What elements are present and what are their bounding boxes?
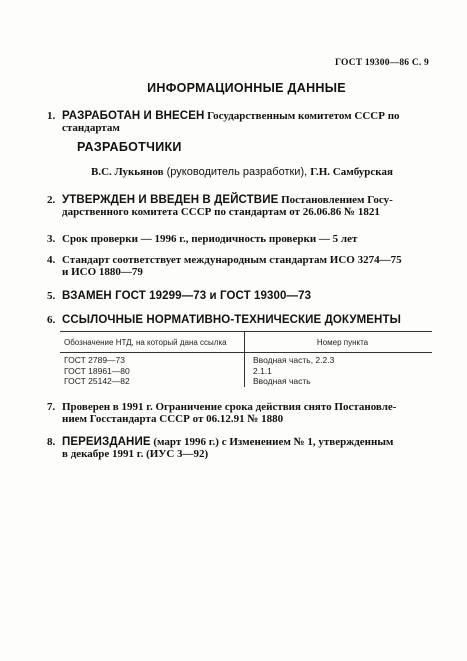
table-doc-column [60,353,244,387]
item-number: 1. [47,110,56,122]
item-number: 7. [47,401,56,413]
item-text: нием Госстандарта СССР от 06.12.91 № 1880 [62,413,284,425]
developer-name: Г.Н. Самбурская [310,166,393,178]
item-caps: ССЫЛОЧНЫЕ НОРМАТИВНО-ТЕХНИЧЕСКИЕ ДОКУМЕНТЫ [62,314,401,326]
table-cell-clause: Вводная часть, 2.2.3 [253,355,335,365]
item-number: 8. [47,436,56,448]
table-header-row [60,331,432,353]
table-cell-clause: 2.1.1 [253,365,272,376]
page-header: ГОСТ 19300—86 С. 9 [335,58,429,68]
item-caps: УТВЕРЖДЕН И ВВЕДЕН В ДЕЙСТВИЕ [62,194,279,206]
item-text: стандартам [62,122,120,134]
table-header-doc: Обозначение НТД, на который дана ссылка [64,337,227,347]
info-item-1 [47,110,432,134]
item-text: Проверен в 1991 г. Ограничение срока действия снято Постановле- [62,401,397,413]
info-item-5 [47,290,432,302]
info-item-4 [47,254,432,278]
page-title: ИНФОРМАЦИОННЫЕ ДАННЫЕ [147,81,346,95]
info-item-6 [47,314,432,326]
item-text: и ИСО 1880—79 [62,266,143,278]
item-number: 3. [47,233,56,245]
item-number: 5. [47,290,56,302]
developers-list [91,166,393,178]
item-text: Срок проверки — 1996 г., периодичность проверки — 5 лет [62,233,358,245]
item-text: Государственным комитетом СССР по [204,110,400,122]
table-clause-column [244,353,432,387]
developers-heading: РАЗРАБОТЧИКИ [77,140,182,154]
item-text: Стандарт соответствует международным стандартам ИСО 3274—75 [62,254,402,266]
info-item-8 [47,436,432,460]
item-number: 2. [47,194,56,206]
item-text: Постановлением Госу- [278,194,393,206]
table-header-clause: Номер пункта [244,332,432,352]
item-number: 4. [47,254,56,266]
reference-table [60,331,432,387]
item-number: 6. [47,314,56,326]
info-item-3 [47,233,432,245]
table-cell-clause: Вводная часть [253,376,311,386]
item-caps: ВЗАМЕН ГОСТ 19299—73 и ГОСТ 19300—73 [62,290,312,302]
table-body [60,353,432,387]
table-cell-doc: ГОСТ 2789—73 [64,355,126,365]
item-text: (март 1996 г.) с Изменением № 1, утвержденным [150,436,394,448]
info-item-2 [47,194,432,218]
item-text: дарственного комитета СССР по стандартам от 26.06.86 № 1821 [62,206,380,218]
item-text: в декабре 1991 г. (ИУС 3—92) [62,448,209,460]
developer-role: (руководитель разработки), [163,166,311,178]
table-cell-doc: ГОСТ 25142—82 [64,376,130,386]
info-item-7 [47,401,432,425]
table-cell-doc: ГОСТ 18961—80 [64,365,130,376]
item-caps: РАЗРАБОТАН И ВНЕСЕН [62,110,205,122]
item-caps: ПЕРЕИЗДАНИЕ [62,436,151,448]
developer-name: В.С. Лукьянов [91,166,164,178]
